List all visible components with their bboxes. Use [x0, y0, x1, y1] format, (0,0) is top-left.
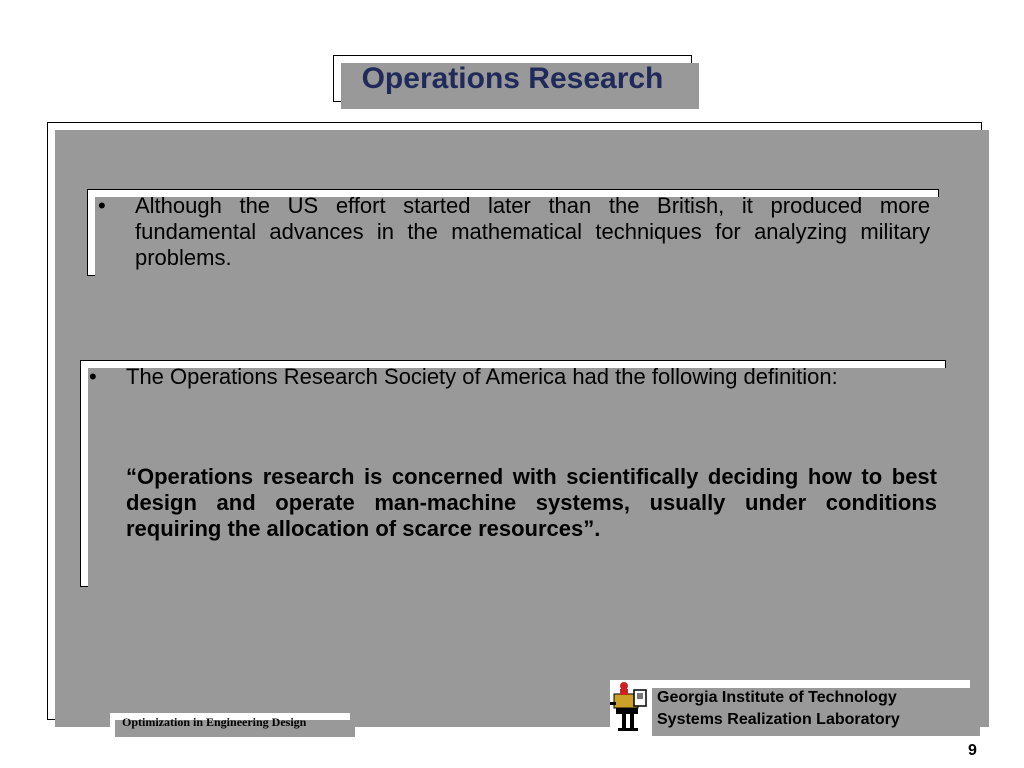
bullet-item: [89, 364, 937, 390]
bullet-text: The Operations Research Society of America had the following definition:: [126, 364, 838, 389]
bullet-text: Although the US effort started later than the British, it produced more fundamental advances in the mathematical techniques for analyzing military problems.: [135, 193, 930, 270]
page-number: 9: [968, 742, 977, 759]
institute-name: Georgia Institute of Technology: [657, 689, 897, 706]
georgia-tech-srl-logo-icon: [610, 680, 650, 732]
title-box: [333, 55, 692, 102]
page-title: Operations Research: [361, 62, 664, 95]
lab-name: Systems Realization Laboratory: [657, 711, 900, 728]
definition-quote: “Operations research is concerned with scientifically deciding how to best design and operate man-machine systems, usually under conditions requiring the allocation of scarce resources”.: [126, 464, 937, 541]
course-title: Optimization in Engineering Design: [122, 715, 307, 729]
bullet-marker: •: [98, 193, 106, 218]
bullet-box-1: [87, 189, 939, 276]
institution-block: [610, 680, 970, 730]
bullet-marker: •: [89, 364, 97, 389]
bullet-item: [98, 193, 930, 271]
footer-label-bar: [110, 713, 350, 735]
bullet-box-2: [80, 360, 946, 587]
